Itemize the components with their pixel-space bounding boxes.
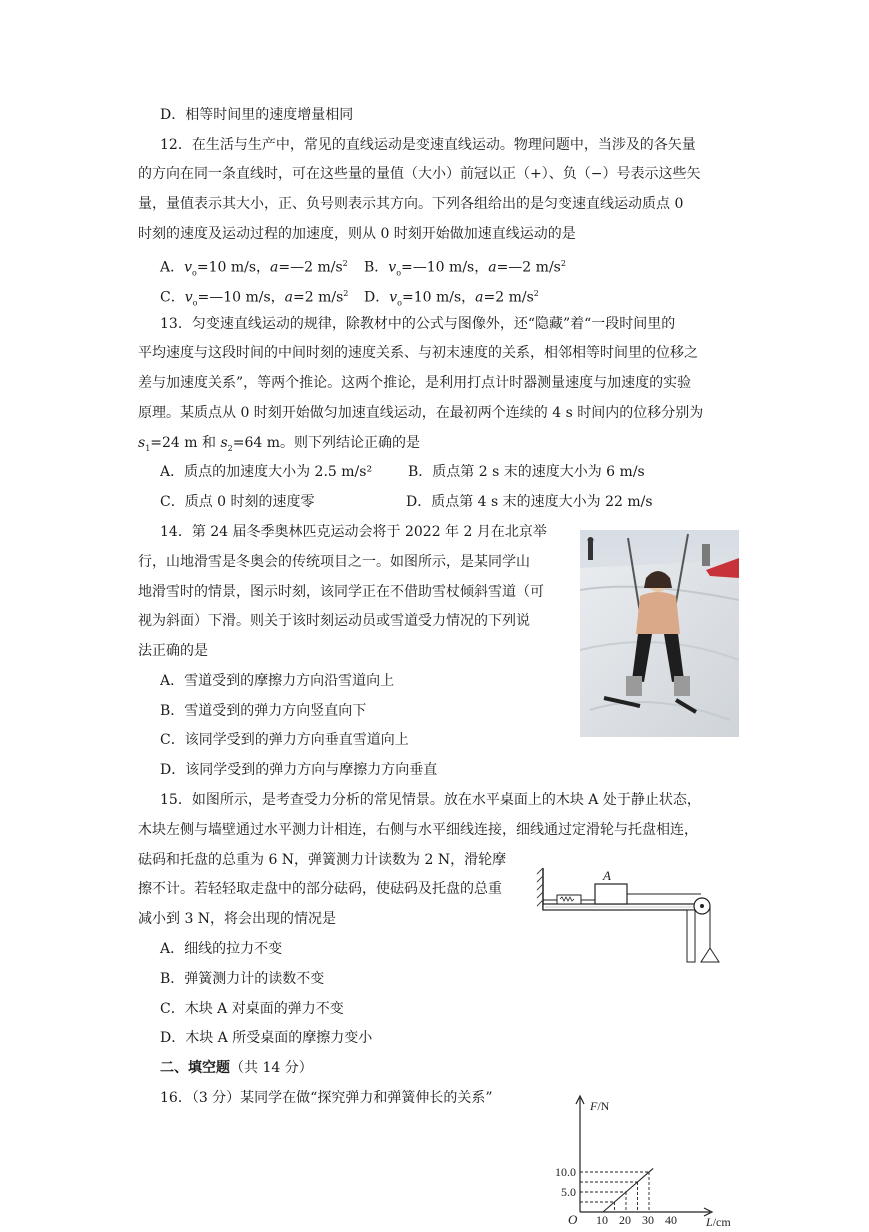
q13-option-d: D．质点第 4 s 末的速度大小为 22 m/s (406, 494, 653, 510)
y-axis-label: F/N (590, 1099, 610, 1113)
q12-stem-line-2: 的方向在同一条直线时，可在这些量的量值（大小）前冠以正（+）、负（−）号表示这些矢 (138, 166, 701, 182)
q13-stem-line-3: 差与加速度关系”，等两个推论。这两个推论，是利用打点计时器测量速度与加速度的实验 (138, 375, 692, 391)
series-line (603, 1168, 653, 1212)
x-tick-label-40: 40 (665, 1213, 677, 1227)
q15-stem-line-1: 15．如图所示，是考查受力分析的常见情景。放在水平桌面上的木块 A 处于静止状态， (160, 792, 701, 808)
q12-option-d: D．$v_o=10$ m/s，a=2 $m/s^2$ (364, 289, 539, 308)
q16-stem: 16．（3 分）某同学在做“探究弹力和弹簧伸长的关系” (160, 1090, 493, 1106)
block-a-label: A (603, 868, 611, 883)
q14-option-b: B．雪道受到的弹力方向竖直向下 (160, 703, 367, 719)
x-tick-label-20: 20 (619, 1213, 631, 1227)
y-tick-label-10.0: 10.0 (555, 1165, 576, 1179)
q13-stem-line-4: 原理。某质点从 0 时刻开始做匀加速直线运动，在最初两个连续的 4 s 时间内的位移分别为 (138, 405, 704, 421)
q14-option-c: C．该同学受到的弹力方向垂直雪道向上 (160, 732, 409, 748)
x-tick-label-10: 10 (596, 1213, 608, 1227)
q15-option-d: D．木块 A 所受桌面的摩擦力变小 (160, 1030, 373, 1046)
q13-option-c: C．质点 0 时刻的速度零 (160, 494, 315, 510)
x-axis-label: L/cm (706, 1215, 731, 1228)
q12-stem-line-1: 12．在生活与生产中，常见的直线运动是变速直线运动。物理问题中，当涉及的各矢量 (160, 137, 696, 153)
q13-stem-line-5: $s_1=24$ m 和 $s_2=64$ m。则下列结论正确的是 (138, 435, 421, 453)
q14-stem-line-1: 14．第 24 届冬季奥林匹克运动会将于 2022 年 2 月在北京举 (160, 524, 547, 540)
q15-stem-line-2: 木块左侧与墙壁通过水平测力计相连，右侧与水平细线连接，细线通过定滑轮与托盘相连， (138, 822, 698, 838)
q15-stem-line-3: 砝码和托盘的总重为 6 N，弹簧测力计读数为 2 N，滑轮摩 (138, 852, 507, 868)
q12-option-a: A．$v_o=10$ m/s，a=—2 $m/s^2$ (160, 259, 348, 278)
q14-stem-line-4: 视为斜面）下滑。则关于该时刻运动员或雪道受力情况的下列说 (138, 613, 530, 629)
q13-stem-line-1: 13．匀变速直线运动的规律，除教材中的公式与图像外，还“隐藏”着“一段时间里的 (160, 316, 676, 332)
skier-photo (580, 530, 739, 737)
q15-option-c: C．木块 A 对桌面的弹力不变 (160, 1001, 344, 1017)
q14-option-a: A．雪道受到的摩擦力方向沿雪道向上 (160, 673, 395, 689)
y-tick-label-5.0: 5.0 (561, 1185, 576, 1199)
q13-option-a: A．质点的加速度大小为 2.5 m/s² (160, 464, 373, 480)
force-apparatus-diagram (535, 862, 735, 972)
q13-option-b: B．质点第 2 s 末的速度大小为 6 m/s (408, 464, 645, 480)
q14-stem-line-5: 法正确的是 (138, 643, 208, 659)
force-length-graph (540, 1090, 740, 1228)
q12-option-c: C．$v_o=—10$ m/s，a=2 $m/s^2$ (160, 289, 349, 308)
x-tick-label-30: 30 (642, 1213, 654, 1227)
q15-stem-line-5: 减小到 3 N，将会出现的情况是 (138, 911, 337, 927)
q14-stem-line-3: 地滑雪时的情景，图示时刻，该同学正在不借助雪杖倾斜雪道（可 (138, 584, 544, 600)
q15-stem-line-4: 擦不计。若轻轻取走盘中的部分砝码，使砝码及托盘的总重 (138, 881, 502, 897)
q12-option-b: B．$v_o=—10$ m/s，a=—2 $m/s^2$ (364, 259, 566, 278)
q11-option-d: D．相等时间里的速度增量相同 (160, 107, 354, 123)
q15-option-b: B．弹簧测力计的读数不变 (160, 971, 325, 987)
q15-option-a: A．细线的拉力不变 (160, 941, 283, 957)
section-2-heading: 二、填空题（共 14 分） (160, 1060, 313, 1076)
q12-stem-line-3: 量，量值表示其大小，正、负号则表示其方向。下列各组给出的是匀变速直线运动质点 0 (138, 196, 684, 212)
q14-stem-line-2: 行，山地滑雪是冬奥会的传统项目之一。如图所示，是某同学山 (138, 554, 530, 570)
q12-stem-line-4: 时刻的速度及运动过程的加速度，则从 0 时刻开始做加速直线运动的是 (138, 226, 576, 242)
origin-label: O (568, 1212, 578, 1227)
q13-stem-line-2: 平均速度与这段时间的中间时刻的速度关系、与初末速度的关系，相邻相等时间里的位移之 (138, 345, 698, 361)
q14-option-d: D．该同学受到的弹力方向与摩擦力方向垂直 (160, 762, 438, 778)
